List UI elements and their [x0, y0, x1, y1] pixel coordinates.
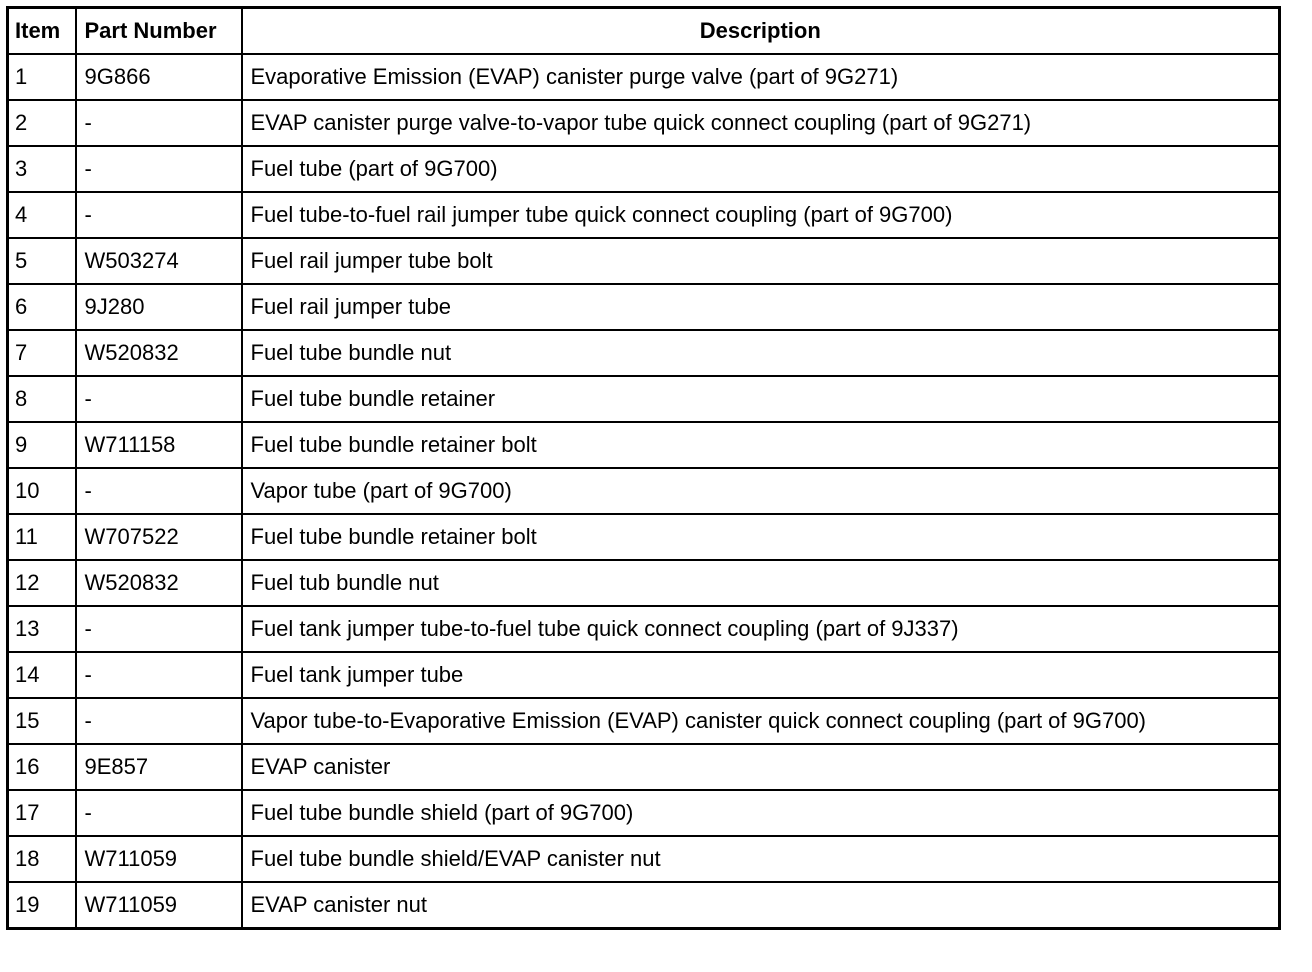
header-description: Description	[242, 8, 1280, 55]
cell-description: Fuel tube-to-fuel rail jumper tube quick connect coupling (part of 9G700)	[242, 192, 1280, 238]
table-row	[8, 146, 1280, 192]
cell-description: Fuel rail jumper tube bolt	[242, 238, 1280, 284]
cell-item: 11	[8, 514, 76, 560]
cell-part-number: W711059	[76, 882, 242, 929]
cell-item: 18	[8, 836, 76, 882]
cell-part-number: W711158	[76, 422, 242, 468]
table-row	[8, 790, 1280, 836]
cell-item: 1	[8, 54, 76, 100]
table-row	[8, 560, 1280, 606]
cell-item: 13	[8, 606, 76, 652]
cell-item: 17	[8, 790, 76, 836]
table-row	[8, 606, 1280, 652]
cell-part-number: 9E857	[76, 744, 242, 790]
cell-item: 6	[8, 284, 76, 330]
cell-item: 8	[8, 376, 76, 422]
table-row	[8, 54, 1280, 100]
cell-item: 9	[8, 422, 76, 468]
cell-item: 12	[8, 560, 76, 606]
cell-item: 19	[8, 882, 76, 929]
cell-item: 15	[8, 698, 76, 744]
cell-description: Fuel tank jumper tube	[242, 652, 1280, 698]
table-row	[8, 422, 1280, 468]
header-item: Item	[8, 8, 76, 55]
table-header	[8, 8, 1280, 55]
cell-part-number: -	[76, 698, 242, 744]
cell-part-number: -	[76, 652, 242, 698]
table-row	[8, 744, 1280, 790]
cell-description: Fuel tube bundle retainer	[242, 376, 1280, 422]
cell-item: 16	[8, 744, 76, 790]
cell-item: 2	[8, 100, 76, 146]
cell-part-number: W520832	[76, 330, 242, 376]
cell-part-number: -	[76, 146, 242, 192]
table-row	[8, 238, 1280, 284]
table-row	[8, 100, 1280, 146]
table-row	[8, 330, 1280, 376]
header-row	[8, 8, 1280, 55]
table-row	[8, 284, 1280, 330]
cell-item: 3	[8, 146, 76, 192]
cell-description: Fuel tube bundle shield/EVAP canister nut	[242, 836, 1280, 882]
cell-part-number: 9G866	[76, 54, 242, 100]
cell-description: EVAP canister	[242, 744, 1280, 790]
cell-description: Fuel tank jumper tube-to-fuel tube quick connect coupling (part of 9J337)	[242, 606, 1280, 652]
cell-part-number: W711059	[76, 836, 242, 882]
cell-part-number: 9J280	[76, 284, 242, 330]
cell-part-number: -	[76, 100, 242, 146]
table-row	[8, 882, 1280, 929]
cell-item: 4	[8, 192, 76, 238]
cell-part-number: W707522	[76, 514, 242, 560]
cell-description: Fuel tube bundle retainer bolt	[242, 514, 1280, 560]
cell-description: Fuel rail jumper tube	[242, 284, 1280, 330]
cell-part-number: -	[76, 376, 242, 422]
cell-part-number: W503274	[76, 238, 242, 284]
header-part-number: Part Number	[76, 8, 242, 55]
table-row	[8, 376, 1280, 422]
cell-description: Vapor tube-to-Evaporative Emission (EVAP) canister quick connect coupling (part of 9G700)	[242, 698, 1280, 744]
table-row	[8, 698, 1280, 744]
cell-description: Fuel tube (part of 9G700)	[242, 146, 1280, 192]
cell-item: 10	[8, 468, 76, 514]
cell-description: Evaporative Emission (EVAP) canister purge valve (part of 9G271)	[242, 54, 1280, 100]
cell-item: 7	[8, 330, 76, 376]
cell-part-number: -	[76, 790, 242, 836]
cell-item: 5	[8, 238, 76, 284]
cell-description: Fuel tube bundle retainer bolt	[242, 422, 1280, 468]
cell-description: Fuel tube bundle shield (part of 9G700)	[242, 790, 1280, 836]
cell-part-number: -	[76, 606, 242, 652]
parts-table	[6, 6, 1281, 930]
cell-description: Vapor tube (part of 9G700)	[242, 468, 1280, 514]
table-row	[8, 192, 1280, 238]
table-row	[8, 652, 1280, 698]
cell-description: Fuel tub bundle nut	[242, 560, 1280, 606]
cell-part-number: W520832	[76, 560, 242, 606]
cell-description: EVAP canister nut	[242, 882, 1280, 929]
cell-part-number: -	[76, 192, 242, 238]
table-row	[8, 836, 1280, 882]
cell-description: Fuel tube bundle nut	[242, 330, 1280, 376]
cell-item: 14	[8, 652, 76, 698]
table-row	[8, 468, 1280, 514]
table-body	[8, 54, 1280, 929]
table-row	[8, 514, 1280, 560]
cell-description: EVAP canister purge valve-to-vapor tube quick connect coupling (part of 9G271)	[242, 100, 1280, 146]
cell-part-number: -	[76, 468, 242, 514]
